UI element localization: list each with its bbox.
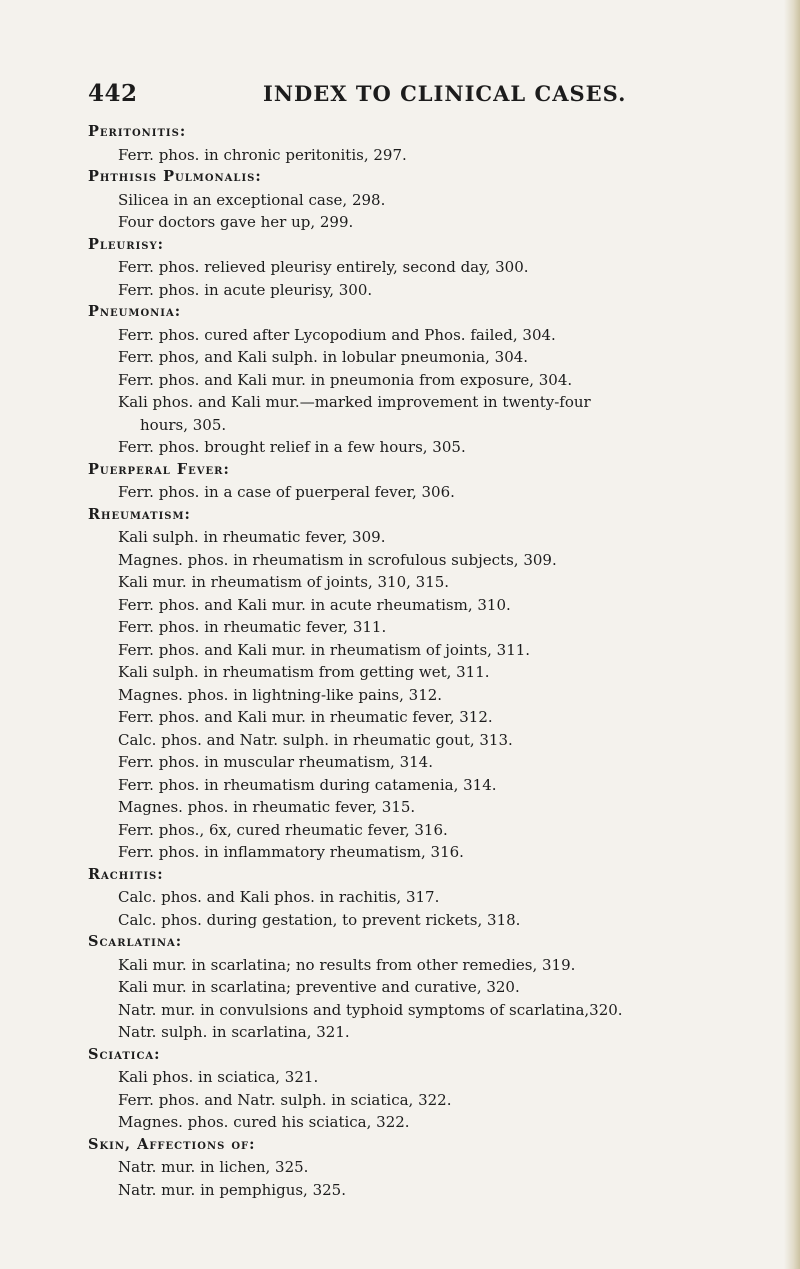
index-entry-text: Ferr. phos. in rheumatic fever, 311. <box>118 618 387 636</box>
index-entry-text: Ferr. phos. and Natr. sulph. in sciatica, 322. <box>118 1090 452 1109</box>
index-entry <box>88 706 788 729</box>
index-entry <box>88 639 788 662</box>
index-entry <box>88 549 788 572</box>
index-entry-text: Ferr. phos. in rheumatism during catamenia, 314. <box>118 775 497 794</box>
index-entry-text: Ferr. phos. relieved pleurisy entirely, second day, 300. <box>118 258 529 276</box>
index-heading: Pleurisy: <box>88 235 164 253</box>
index-content <box>88 121 788 1201</box>
index-entry <box>88 279 788 302</box>
index-entry-text: Calc. phos. and Kali phos. in rachitis, 317. <box>118 888 440 906</box>
index-entry <box>88 841 788 864</box>
index-entry <box>88 346 788 369</box>
index-entry-text: Natr. mur. in lichen, 325. <box>118 1158 309 1176</box>
index-entry-text: Four doctors gave her up, 299. <box>118 213 354 231</box>
index-entry-continuation: hours, 305. <box>140 415 227 434</box>
index-heading: Sciatica: <box>88 1045 161 1063</box>
index-heading: Rachitis: <box>88 865 164 883</box>
index-entry <box>88 999 788 1022</box>
index-heading: Rheumatism: <box>88 505 191 523</box>
index-entry <box>88 369 788 392</box>
index-entry <box>88 819 788 842</box>
index-entry-text: Natr. sulph. in scarlatina, 321. <box>118 1023 350 1041</box>
index-entry <box>88 1066 788 1089</box>
index-entry-text: Magnes. phos. in rheumatism in scrofulous subjects, 309. <box>118 550 557 569</box>
index-entry <box>88 256 788 279</box>
index-entry-text: Kali sulph. in rheumatic fever, 309. <box>118 528 386 546</box>
running-head: INDEX TO CLINICAL CASES. <box>263 81 627 106</box>
index-entry <box>88 1179 788 1202</box>
index-entry <box>88 774 788 797</box>
index-entry <box>88 436 788 459</box>
index-entry <box>88 1021 788 1044</box>
index-entry-text: Kali sulph. in rheumatism from getting wet, 311. <box>118 663 490 681</box>
index-entry-text: Natr. mur. in pemphigus, 325. <box>118 1180 346 1199</box>
index-entry <box>88 684 788 707</box>
index-entry <box>88 324 788 347</box>
index-entry-text: Ferr. phos. and Kali mur. in rheumatic fever, 312. <box>118 708 493 726</box>
index-entry <box>88 616 788 639</box>
index-entry-text: Ferr. phos. and Kali mur. in rheumatism of joints, 311. <box>118 640 531 659</box>
index-entry-text: Kali mur. in rheumatism of joints, 310, 315. <box>118 573 450 591</box>
index-entry-text: Ferr. phos. and Kali mur. in acute rheumatism, 310. <box>118 595 511 614</box>
index-entry-text: Magnes. phos. in lightning-like pains, 312. <box>118 685 443 704</box>
index-entry-text: Magnes. phos. cured his sciatica, 322. <box>118 1113 410 1131</box>
index-entry <box>88 526 788 549</box>
index-entry-text: Calc. phos. and Natr. sulph. in rheumatic gout, 313. <box>118 730 513 749</box>
index-entry <box>88 751 788 774</box>
index-heading: Scarlatina: <box>88 933 183 950</box>
index-entry-text: Ferr. phos. in muscular rheumatism, 314. <box>118 753 433 771</box>
index-entry-text: Kali phos. and Kali mur.—marked improvement in twenty-four <box>118 393 591 411</box>
index-entry-text: Kali mur. in scarlatina; preventive and curative, 320. <box>118 978 520 996</box>
index-entry <box>88 211 788 234</box>
index-entry-text: Natr. mur. in convulsions and typhoid symptoms of scarlatina,320. <box>118 1000 623 1019</box>
index-entry-text: Kali mur. in scarlatina; no results from other remedies, 319. <box>118 955 576 974</box>
index-entry-text: Magnes. phos. in rheumatic fever, 315. <box>118 798 416 816</box>
index-entry <box>88 976 788 999</box>
index-entry-text: Ferr. phos. in inflammatory rheumatism, 316. <box>118 843 464 861</box>
index-heading: Puerperal Fever: <box>88 460 230 478</box>
index-entry-text: Ferr. phos. in a case of puerperal fever, 306. <box>118 483 455 501</box>
index-entry <box>88 1156 788 1179</box>
index-entry-text: Ferr. phos. cured after Lycopodium and Phos. failed, 304. <box>118 325 556 344</box>
page-number: 442 <box>88 80 138 107</box>
index-entry <box>88 661 788 684</box>
index-entry <box>88 729 788 752</box>
index-entry-text: Ferr. phos. and Kali mur. in pneumonia from exposure, 304. <box>118 370 573 389</box>
page-header <box>88 80 708 110</box>
index-entry <box>88 796 788 819</box>
index-entry <box>88 1111 788 1134</box>
index-entry <box>88 144 788 167</box>
index-entry-text: Kali phos. in sciatica, 321. <box>118 1068 319 1086</box>
index-entry-text: Silicea in an exceptional case, 298. <box>118 190 386 209</box>
index-entry <box>88 571 788 594</box>
index-heading: Peritonitis: <box>88 123 187 140</box>
index-entry <box>88 481 788 504</box>
index-entry-text: Ferr. phos. in chronic peritonitis, 297. <box>118 145 407 164</box>
index-entry <box>88 189 788 212</box>
index-entry <box>88 1089 788 1112</box>
index-heading: Phthisis Pulmonalis: <box>88 168 262 185</box>
index-entry <box>88 391 788 436</box>
index-entry <box>88 909 788 932</box>
index-entry-text: Ferr. phos. brought relief in a few hours, 305. <box>118 438 466 456</box>
index-entry <box>88 594 788 617</box>
index-entry <box>88 954 788 977</box>
index-heading: Skin, Affections of: <box>88 1135 256 1153</box>
index-entry-text: Calc. phos. during gestation, to prevent rickets, 318. <box>118 910 521 929</box>
index-heading: Pneumonia: <box>88 303 182 320</box>
index-entry-text: Ferr. phos, and Kali sulph. in lobular pneumonia, 304. <box>118 348 529 366</box>
index-entry <box>88 886 788 909</box>
index-entry-text: Ferr. phos., 6x, cured rheumatic fever, 316. <box>118 820 448 839</box>
index-entry-text: Ferr. phos. in acute pleurisy, 300. <box>118 280 373 299</box>
